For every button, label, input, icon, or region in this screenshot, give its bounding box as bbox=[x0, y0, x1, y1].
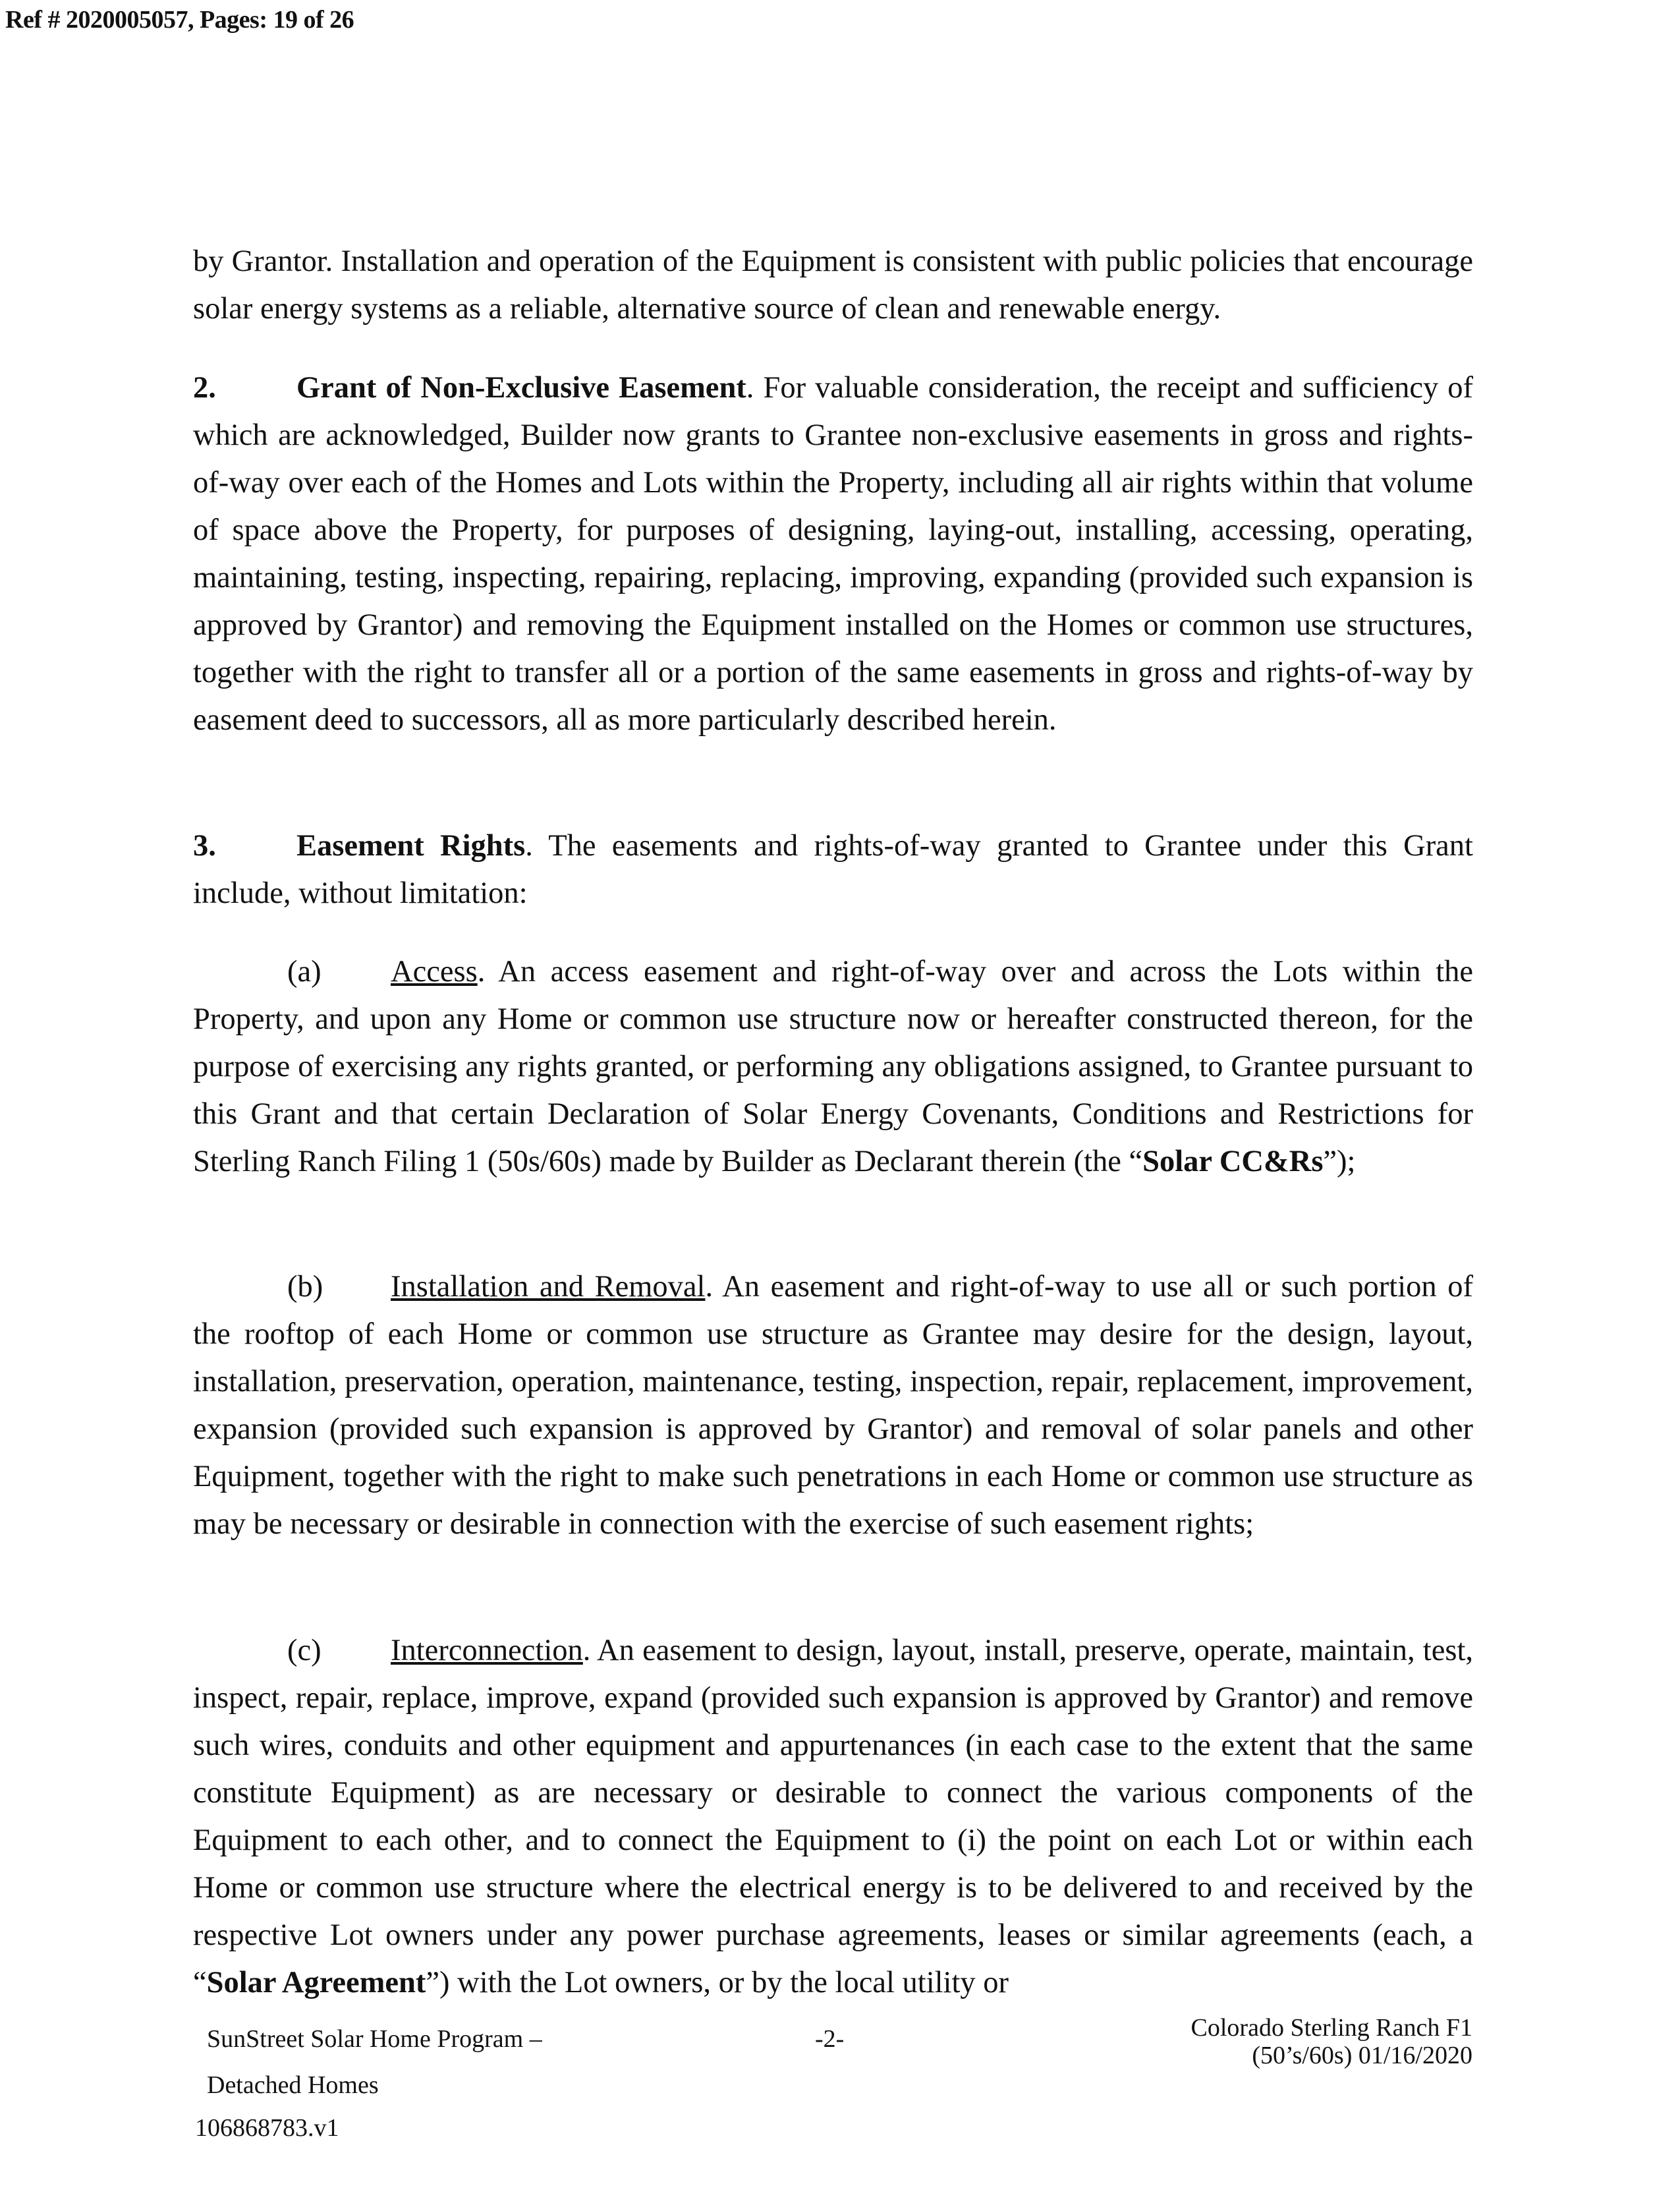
section-2-grant-of-easement bbox=[193, 364, 1473, 744]
subsection-label: (c) bbox=[287, 1634, 322, 1667]
section-heading: Easement Rights bbox=[296, 829, 526, 863]
subsection-b-installation bbox=[193, 1263, 1473, 1548]
subsection-text: . An access easement and right-of-way over and across the Lots within the Property, and upon any Home or common use structure now or hereafter constructed thereon, for the purpose of exercising any rights granted, or performing any obligations assigned, to Grantee pursuant to this Grant and that certain Declaration of Solar Energy Covenants, Conditions and Restrictions for Sterling Ranch Filing 1 (50s/60s) made by Builder as Declarant therein (the “ bbox=[193, 955, 1473, 1178]
footer-left-line2: Detached Homes bbox=[207, 2071, 379, 2099]
subsection-heading: Interconnection bbox=[391, 1634, 583, 1667]
paragraph-continuation bbox=[193, 238, 1473, 333]
section-number: 3. bbox=[193, 829, 216, 863]
subsection-text: . An easement to design, layout, install, preserve, operate, maintain, test, inspect, repair, replace, improve, expand (provided such expansion is approved by Grantor) and remove such wires, conduits and other equipment and appurtenances (in each case to the extent that the same constitute Equipment) as are necessary or desirable to connect the various components of the Equipment to each other, and to connect the Equipment to (i) the point on each Lot or within each Home or common use structure where the electrical energy is to be delivered to and received by the respective Lot owners under any power purchase agreements, leases or similar agreements (each, a “ bbox=[193, 1634, 1473, 1999]
subsection-text-end: ”) with the Lot owners, or by the local utility or bbox=[426, 1966, 1009, 1999]
footer-page-number: -2- bbox=[815, 2025, 845, 2053]
section-text: . For valuable consideration, the receipt and sufficiency of which are acknowledged, Builder now grants to Grantee non-exclusive easements in gross and rights-of-way over each of the Homes and Lots within the Property, including all air rights within that volume of space above the Property, for purposes of designing, laying-out, installing, accessing, operating, maintaining, testing, inspecting, repairing, replacing, improving, expanding (provided such expansion is approved by Grantor) and removing the Equipment installed on the Homes or common use structures, together with the right to transfer all or a portion of the same easements in gross and rights-of-way by easement deed to successors, all as more particularly described herein. bbox=[193, 371, 1473, 737]
section-number: 2. bbox=[193, 371, 216, 405]
section-3-easement-rights bbox=[193, 822, 1473, 917]
footer-right-line2: (50’s/60s) 01/16/2020 bbox=[1252, 2042, 1472, 2069]
subsection-heading: Installation and Removal bbox=[391, 1270, 706, 1304]
defined-term: Solar Agreement bbox=[206, 1966, 426, 1999]
paragraph-text: by Grantor. Installation and operation of the Equipment is consistent with public policies that encourage solar energy systems as a reliable, alternative source of clean and renewable energy. bbox=[193, 244, 1473, 326]
footer-left-line1: SunStreet Solar Home Program – bbox=[207, 2025, 542, 2053]
subsection-text-end: ”); bbox=[1323, 1145, 1356, 1178]
subsection-a-access bbox=[193, 948, 1473, 1186]
section-heading: Grant of Non-Exclusive Easement bbox=[296, 371, 746, 405]
subsection-label: (b) bbox=[287, 1270, 323, 1304]
footer-doc-id: 106868783.v1 bbox=[195, 2114, 339, 2142]
subsection-text: . An easement and right-of-way to use all or such portion of the rooftop of each Home or common use structure as Grantee may desire for the design, layout, installation, preservation, operation, maintenance, testing, inspection, repair, replacement, improvement, expansion (provided such expansion is approved by Grantor) and removal of solar panels and other Equipment, together with the right to make such penetrations in each Home or common use structure as may be necessary or desirable in connection with the exercise of such easement rights; bbox=[193, 1270, 1473, 1541]
section-text: . The easements and rights-of-way granted to Grantee under this Grant include, without limitation: bbox=[193, 829, 1473, 910]
subsection-label: (a) bbox=[287, 955, 322, 989]
subsection-c-interconnection bbox=[193, 1627, 1473, 2007]
footer-right-line1: Colorado Sterling Ranch F1 bbox=[1190, 2014, 1472, 2042]
subsection-heading: Access bbox=[391, 955, 478, 989]
recording-reference-header: Ref # 2020005057, Pages: 19 of 26 bbox=[5, 6, 354, 34]
defined-term: Solar CC&Rs bbox=[1142, 1145, 1324, 1178]
